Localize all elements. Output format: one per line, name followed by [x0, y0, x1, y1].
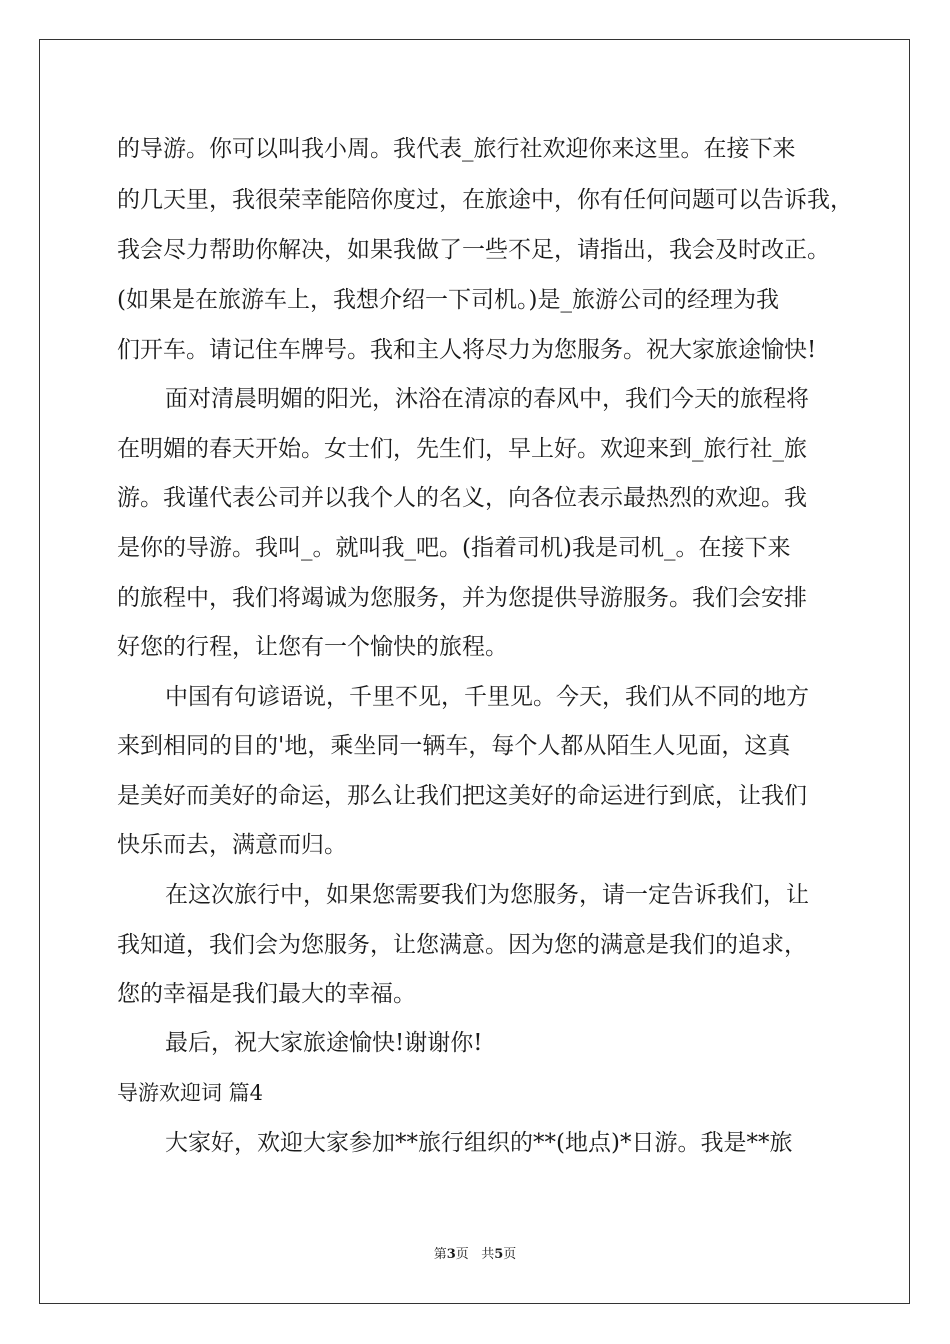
section-heading: 导游欢迎词 篇4	[117, 1081, 264, 1105]
text-line: 是你的导游。我叫_。就叫我_吧。(指着司机)我是司机_。在接下来	[117, 535, 791, 561]
footer-page-suffix: 页	[455, 1247, 469, 1262]
text-line: 们开车。请记住车牌号。我和主人将尽力为您服务。祝大家旅途愉快!	[117, 337, 817, 363]
text-line: 是美好而美好的命运，那么让我们把这美好的命运进行到底，让我们	[117, 783, 807, 809]
text-line: 我会尽力帮助你解决，如果我做了一些不足，请指出，我会及时改正。	[117, 237, 830, 263]
page-border	[39, 39, 910, 1304]
footer-total-suffix: 页	[503, 1247, 517, 1262]
text-line: 的导游。你可以叫我小周。我代表_旅行社欢迎你来这里。在接下来	[117, 136, 796, 162]
paragraph-start-line: 中国有句谚语说，千里不见，千里见。今天，我们从不同的地方	[165, 684, 809, 710]
text-line: (如果是在旅游车上，我想介绍一下司机。)是_旅游公司的经理为我	[117, 287, 779, 313]
text-line: 我知道，我们会为您服务，让您满意。因为您的满意是我们的追求，	[117, 932, 807, 958]
page-footer	[0, 1246, 950, 1264]
text-line: 的几天里，我很荣幸能陪你度过，在旅途中，你有任何问题可以告诉我，	[117, 187, 853, 213]
text-line: 好您的行程，让您有一个愉快的旅程。	[117, 634, 508, 660]
text-line: 的旅程中，我们将竭诚为您服务，并为您提供导游服务。我们会安排	[117, 585, 807, 611]
footer-prefix: 第	[433, 1247, 447, 1262]
text-line: 您的幸福是我们最大的幸福。	[117, 981, 416, 1007]
text-line: 快乐而去，满意而归。	[117, 832, 347, 858]
total-page-count: 5	[494, 1247, 504, 1262]
text-line: 游。我谨代表公司并以我个人的名义，向各位表示最热烈的欢迎。我	[117, 485, 807, 511]
current-page-number: 3	[446, 1247, 456, 1262]
paragraph-start-line: 在这次旅行中，如果您需要我们为您服务，请一定告诉我们，让	[165, 882, 809, 908]
paragraph-start-line: 最后，祝大家旅途愉快!谢谢你!	[165, 1030, 483, 1056]
paragraph-start-line: 面对清晨明媚的阳光，沐浴在清凉的春风中，我们今天的旅程将	[165, 386, 809, 412]
text-line: 来到相同的目的'地，乘坐同一辆车，每个人都从陌生人见面，这真	[117, 733, 791, 759]
text-line: 在明媚的春天开始。女士们，先生们，早上好。欢迎来到_旅行社_旅	[117, 436, 807, 462]
paragraph-start-line: 大家好，欢迎大家参加**旅行组织的**(地点)*日游。我是**旅	[165, 1130, 793, 1156]
footer-total-prefix: 共	[481, 1247, 495, 1262]
